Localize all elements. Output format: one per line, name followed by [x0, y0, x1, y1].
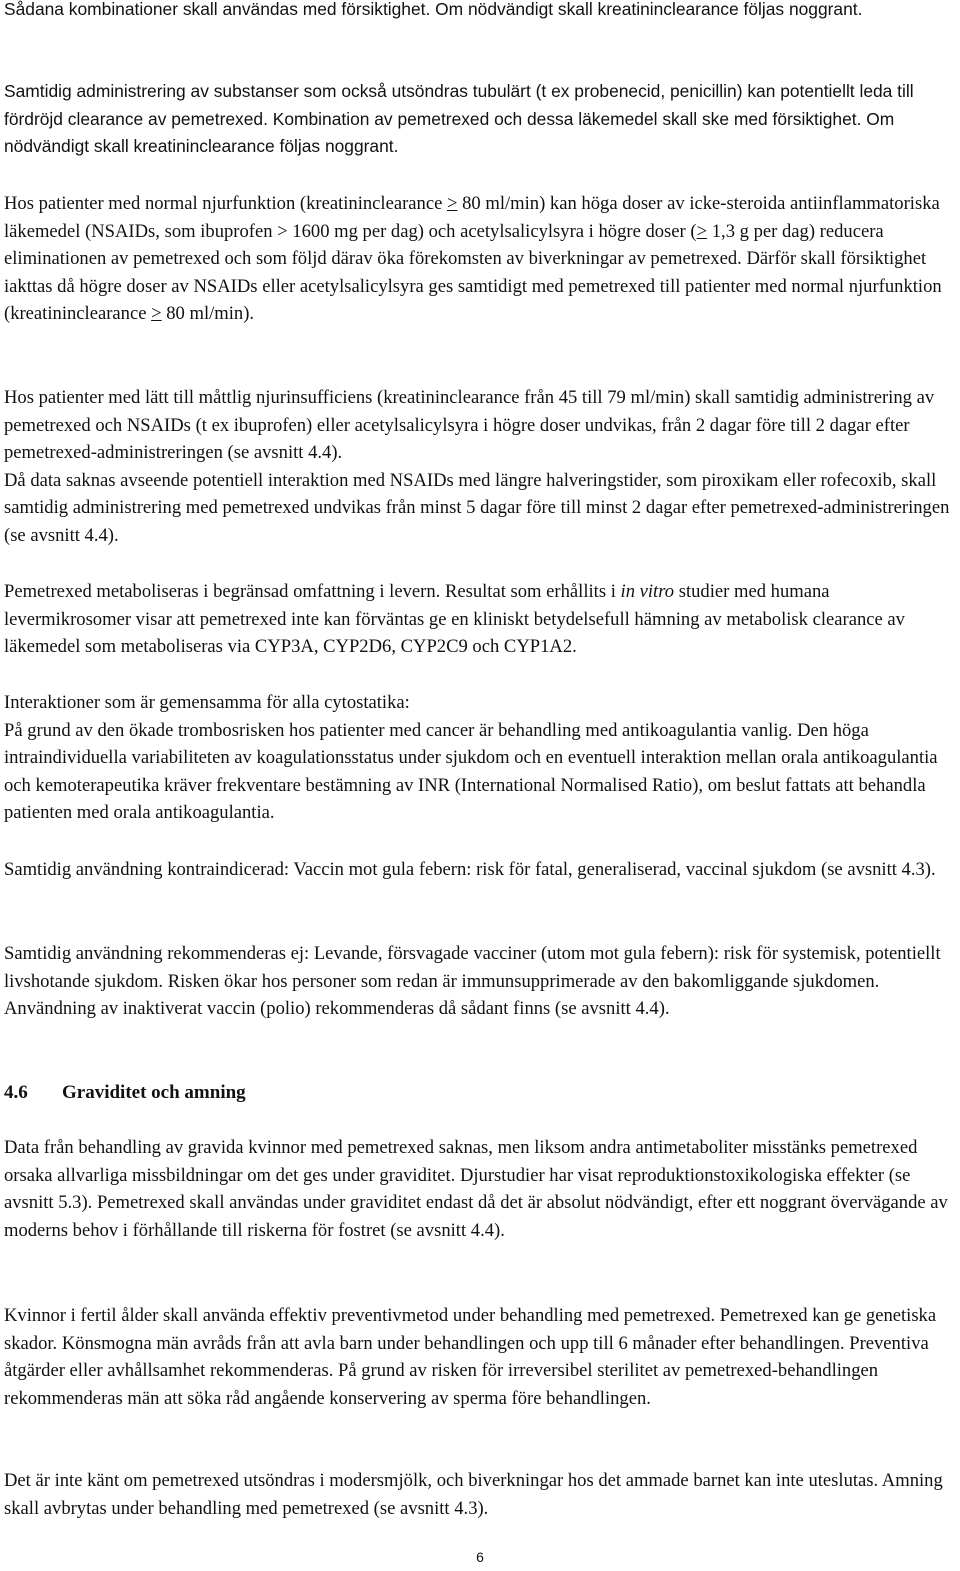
paragraph-kombinationer	[4, 0, 956, 24]
section-heading	[4, 1079, 956, 1107]
section-title	[4, 1079, 956, 1107]
paragraph-nsaids-normal-renal	[4, 190, 956, 328]
paragraph-text: Samtidig användning rekommenderas ej: Levande, försvagade vacciner (utom mot gula febern): risk för systemisk, potentiellt livshotande sjukdom. Risken ökar hos personer som redan är immunsupprimerade av den bakomliggande sjukdomen. Användning av inaktiverat vaccin (polio) rekommenderas då sådant finns (se avsnitt 4.4).	[4, 943, 941, 1020]
paragraph-text	[4, 578, 956, 661]
greater-equal-symbol: >	[446, 193, 458, 214]
paragraph-pregnancy	[4, 1134, 956, 1244]
paragraph-text: På grund av den ökade trombosrisken hos patienter med cancer är behandling med antikoagulantia vanlig. Den höga intraindividuella variabiliteten av koagulationsstatus under sjukdom och en eventuell interaktion mellan orala antikoagulantia och kemoterapeutika kräver frekventare bestämning av INR (International Normalised Ratio), om beslut fattats att behandla patienten med orala antikoagulantia.	[4, 719, 938, 824]
text-segment: studier med humana levermikrosomer visar att pemetrexed inte kan förväntas ge en kliniskt betydelsefull hämning av metabolisk clearance av läkemedel som metaboliseras via CYP3A, CYP2D6, CYP2C9 och CYP1A2.	[4, 581, 905, 658]
text-segment: 1,3 g per dag) reducera eliminationen av pemetrexed och som följd därav öka förekomsten av biverkningar av pemetrexed. Därför skall försiktighet iakttas då högre doser av NSAIDs eller acetylsalicylsyra ges samtidigt med pemetrexed till patienter med normal njurfunktion (kreatininclearance	[4, 220, 942, 325]
paragraph-contraindicated-vaccine	[4, 856, 956, 884]
text-segment: Hos patienter med normal njurfunktion (kreatininclearance	[4, 193, 447, 214]
paragraph-metabolism	[4, 578, 956, 661]
text-segment: Samtidig administrering av substanser som också utsöndras tubulärt (t ex probenecid, penicillin) kan potentiellt leda till fördröjd clearance av pemetrexed.	[4, 81, 914, 129]
text-segment: 80 ml/min) kan höga doser av icke-steroida antiinflammatoriska läkemedel (NSAIDs, som ibuprofen > 1600 mg per dag) och acetylsalicylsyra i högre doser (	[4, 193, 940, 242]
paragraph-text: Sådana kombinationer skall användas med försiktighet. Om nödvändigt skall kreatininclearance följas noggrant.	[4, 0, 863, 19]
paragraph-mild-renal-insufficiency	[4, 384, 956, 550]
paragraph-text: Samtidig användning kontraindicerad: Vaccin mot gula febern: risk för fatal, generaliserad, vaccinal sjukdom (se avsnitt 4.3).	[4, 859, 936, 880]
text-segment: Pemetrexed metaboliseras i begränsad omfattning i levern. Resultat som erhållits i	[4, 581, 621, 602]
subheading: Interaktioner som är gemensamma för alla cytostatika:	[4, 692, 410, 713]
paragraph-text: Det är inte känt om pemetrexed utsöndras i modersmjölk, och biverkningar hos det ammade barnet kan inte uteslutas. Amning skall avbrytas under behandling med pemetrexed (se avsnitt 4.3).	[4, 1470, 943, 1519]
paragraph-live-vaccines	[4, 940, 956, 1023]
paragraph-fertility	[4, 1302, 956, 1412]
paragraph-text	[4, 190, 956, 328]
paragraph-text: Då data saknas avseende potentiell interaktion med NSAIDs med längre halveringstider, som piroxikam eller rofecoxib, skall samtidig administrering med pemetrexed undvikas från minst 5 dagar före till minst 2 dagar efter pemetrexed-administreringen (se avsnitt 4.4).	[4, 469, 950, 546]
italic-term: in vitro	[620, 581, 675, 602]
section-number: 4.6	[4, 1082, 28, 1103]
paragraph-text: Data från behandling av gravida kvinnor med pemetrexed saknas, men liksom andra antimetaboliter misstänks pemetrexed orsaka allvarliga missbildningar om det ges under graviditet. Djurstudier har visat reproduktionstoxikologiska effekter (se avsnitt 5.3). Pemetrexed skall användas under graviditet endast då det är absolut nödvändigt, efter ett noggrant övervägande av moderns behov i förhållande till riskerna för fostret (se avsnitt 4.4).	[4, 1137, 948, 1241]
greater-equal-symbol: >	[151, 303, 162, 325]
paragraph-text	[4, 78, 956, 161]
paragraph-text: Kvinnor i fertil ålder skall använda effektiv preventivmetod under behandling med pemetrexed. Pemetrexed kan ge genetiska skador. Könsmogna män avråds från att avla barn under behandlingen och upp till 6 månader efter behandlingen. Preventiva åtgärder eller avhållsamhet rekommenderas. På grund av risken för irreversibel sterilitet av pemetrexed-behandlingen rekommenderas män att söka råd angående konservering av sperma före behandlingen.	[4, 1305, 937, 1409]
text-segment: Kombination av pemetrexed och dessa läkemedel skall ske med försiktighet. Om nödvändigt skall kreatininclearance följas noggrant.	[4, 108, 895, 157]
greater-equal-symbol: >	[696, 220, 708, 242]
paragraph-tubular-substances	[4, 78, 956, 161]
paragraph-cytostatic-interactions	[4, 689, 956, 827]
paragraph-text: Hos patienter med lätt till måttlig njurinsufficiens (kreatininclearance från 45 till 79 ml/min) skall samtidig administrering av pemetrexed och NSAIDs (t ex ibuprofen) eller acetylsalicylsyra i högre doser undvikas, från 2 dagar före till 2 dagar efter pemetrexed-administreringen (se avsnitt 4.4).	[4, 387, 935, 464]
page-number: 6	[476, 1549, 484, 1565]
section-title-text: Graviditet och amning	[62, 1082, 246, 1103]
text-segment: 80 ml/min).	[161, 303, 255, 325]
paragraph-breastfeeding	[4, 1467, 956, 1522]
